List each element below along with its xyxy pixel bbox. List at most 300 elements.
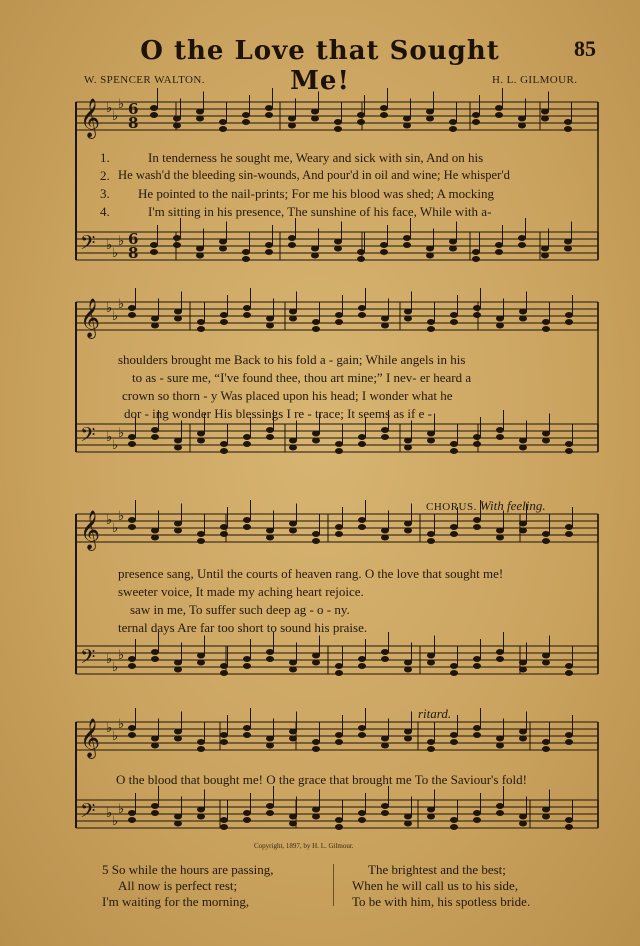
note-head bbox=[381, 649, 389, 655]
note-head bbox=[449, 246, 457, 252]
note-head bbox=[357, 112, 365, 118]
note-head bbox=[542, 326, 550, 332]
stanza-line: 5 So while the hours are passing, bbox=[102, 862, 274, 877]
note-head bbox=[473, 817, 481, 823]
note-head bbox=[288, 235, 296, 241]
note-head bbox=[358, 817, 366, 823]
note-head bbox=[358, 656, 366, 662]
note-head bbox=[519, 445, 527, 451]
flat-icon: ♭ bbox=[118, 647, 125, 662]
note-head bbox=[542, 538, 550, 544]
note-head bbox=[151, 743, 159, 749]
note-head bbox=[426, 246, 434, 252]
note-head bbox=[197, 739, 205, 745]
note-head bbox=[243, 517, 251, 523]
note-head bbox=[380, 242, 388, 248]
note-head bbox=[542, 660, 550, 666]
flat-icon: ♭ bbox=[112, 520, 119, 535]
note-head bbox=[519, 521, 527, 527]
note-head bbox=[427, 746, 435, 752]
note-head bbox=[288, 116, 296, 122]
note-head bbox=[404, 438, 412, 444]
note-head bbox=[496, 434, 504, 440]
note-head bbox=[220, 319, 228, 325]
note-head bbox=[358, 810, 366, 816]
note-head bbox=[311, 116, 319, 122]
note-head bbox=[312, 319, 320, 325]
note-head bbox=[381, 656, 389, 662]
note-head bbox=[450, 531, 458, 537]
note-head bbox=[243, 524, 251, 530]
note-head bbox=[220, 531, 228, 537]
note-head bbox=[473, 656, 481, 662]
note-head bbox=[542, 739, 550, 745]
note-head bbox=[335, 824, 343, 830]
note-head bbox=[381, 803, 389, 809]
note-head bbox=[197, 431, 205, 437]
flat-icon: ♭ bbox=[112, 813, 119, 828]
note-head bbox=[427, 660, 435, 666]
note-head bbox=[542, 531, 550, 537]
note-head bbox=[357, 256, 365, 262]
note-head bbox=[519, 660, 527, 666]
note-head bbox=[174, 521, 182, 527]
note-head bbox=[128, 434, 136, 440]
note-head bbox=[197, 807, 205, 813]
note-head bbox=[335, 739, 343, 745]
note-head bbox=[518, 242, 526, 248]
note-head bbox=[541, 246, 549, 252]
note-head bbox=[266, 649, 274, 655]
note-head bbox=[151, 535, 159, 541]
note-head bbox=[542, 814, 550, 820]
note-head bbox=[404, 736, 412, 742]
note-head bbox=[450, 663, 458, 669]
flat-icon: ♭ bbox=[106, 237, 113, 252]
note-head bbox=[427, 438, 435, 444]
note-head bbox=[289, 521, 297, 527]
note-head bbox=[289, 814, 297, 820]
note-head bbox=[404, 814, 412, 820]
note-head bbox=[335, 524, 343, 530]
note-head bbox=[174, 814, 182, 820]
note-head bbox=[450, 312, 458, 318]
note-head bbox=[151, 656, 159, 662]
note-head bbox=[128, 725, 136, 731]
lyric-line: ternal days Are far too short to sound his praise. bbox=[118, 620, 368, 635]
note-head bbox=[541, 253, 549, 259]
column-divider bbox=[333, 864, 334, 906]
note-head bbox=[266, 810, 274, 816]
time-signature: 8 bbox=[128, 244, 139, 262]
note-head bbox=[542, 431, 550, 437]
note-head bbox=[150, 242, 158, 248]
note-head bbox=[380, 249, 388, 255]
note-head bbox=[197, 746, 205, 752]
flat-icon: ♭ bbox=[112, 728, 119, 743]
note-head bbox=[519, 729, 527, 735]
composer-credit: H. L. GILMOUR. bbox=[492, 74, 578, 86]
note-head bbox=[381, 743, 389, 749]
note-head bbox=[404, 821, 412, 827]
note-head bbox=[450, 670, 458, 676]
note-head bbox=[242, 112, 250, 118]
note-head bbox=[128, 663, 136, 669]
note-head bbox=[496, 649, 504, 655]
note-head bbox=[243, 810, 251, 816]
note-head bbox=[128, 732, 136, 738]
flat-icon: ♭ bbox=[106, 429, 113, 444]
note-head bbox=[496, 743, 504, 749]
note-head bbox=[312, 326, 320, 332]
lyric-line: presence sang, Until the courts of heaven rang. O the love that sought me! bbox=[118, 566, 504, 581]
note-head bbox=[335, 448, 343, 454]
note-head bbox=[450, 448, 458, 454]
note-head bbox=[265, 112, 273, 118]
note-head bbox=[266, 434, 274, 440]
note-head bbox=[151, 323, 159, 329]
note-head bbox=[542, 807, 550, 813]
note-head bbox=[449, 126, 457, 132]
note-head bbox=[404, 316, 412, 322]
note-head bbox=[335, 732, 343, 738]
note-head bbox=[242, 119, 250, 125]
note-head bbox=[381, 323, 389, 329]
note-head bbox=[242, 249, 250, 255]
note-head bbox=[427, 531, 435, 537]
note-head bbox=[334, 239, 342, 245]
note-head bbox=[450, 824, 458, 830]
note-head bbox=[564, 119, 572, 125]
note-head bbox=[196, 246, 204, 252]
note-head bbox=[473, 441, 481, 447]
note-head bbox=[220, 663, 228, 669]
note-head bbox=[312, 660, 320, 666]
note-head bbox=[404, 660, 412, 666]
note-head bbox=[335, 319, 343, 325]
note-head bbox=[266, 323, 274, 329]
note-head bbox=[380, 105, 388, 111]
note-head bbox=[173, 235, 181, 241]
note-head bbox=[265, 249, 273, 255]
note-head bbox=[472, 249, 480, 255]
note-head bbox=[496, 736, 504, 742]
time-signature: 8 bbox=[128, 114, 139, 132]
note-head bbox=[220, 670, 228, 676]
note-head bbox=[519, 667, 527, 673]
note-head bbox=[403, 116, 411, 122]
note-head bbox=[335, 312, 343, 318]
note-head bbox=[426, 109, 434, 115]
note-head bbox=[151, 649, 159, 655]
lyric-line: O the blood that bought me! O the grace that brought me To the Saviour's fold! bbox=[116, 772, 527, 787]
note-head bbox=[289, 528, 297, 534]
note-head bbox=[404, 729, 412, 735]
note-head bbox=[219, 119, 227, 125]
note-head bbox=[265, 242, 273, 248]
note-head bbox=[128, 810, 136, 816]
note-head bbox=[565, 663, 573, 669]
lyric-line: He pointed to the nail-prints; For me his blood was shed; A mocking bbox=[138, 186, 495, 201]
note-head bbox=[335, 441, 343, 447]
flat-icon: ♭ bbox=[118, 296, 125, 311]
note-head bbox=[357, 119, 365, 125]
note-head bbox=[518, 116, 526, 122]
note-head bbox=[266, 743, 274, 749]
note-head bbox=[243, 441, 251, 447]
note-head bbox=[173, 242, 181, 248]
note-head bbox=[473, 524, 481, 530]
note-head bbox=[174, 316, 182, 322]
note-head bbox=[219, 239, 227, 245]
note-head bbox=[473, 305, 481, 311]
note-head bbox=[403, 123, 411, 129]
note-head bbox=[381, 810, 389, 816]
note-head bbox=[427, 538, 435, 544]
note-head bbox=[220, 817, 228, 823]
note-head bbox=[334, 126, 342, 132]
note-head bbox=[495, 242, 503, 248]
note-head bbox=[220, 441, 228, 447]
note-head bbox=[128, 312, 136, 318]
note-head bbox=[403, 242, 411, 248]
note-head bbox=[174, 445, 182, 451]
note-head bbox=[565, 531, 573, 537]
lyric-line: I'm sitting in his presence, The sunshine of his face, While with a- bbox=[148, 204, 492, 219]
note-head bbox=[450, 319, 458, 325]
verse-number: 1. bbox=[100, 150, 110, 165]
note-head bbox=[358, 312, 366, 318]
stanza-line: To be with him, his spotless bride. bbox=[352, 894, 531, 909]
note-head bbox=[358, 517, 366, 523]
note-head bbox=[174, 821, 182, 827]
note-head bbox=[151, 427, 159, 433]
note-head bbox=[450, 732, 458, 738]
note-head bbox=[197, 531, 205, 537]
note-head bbox=[197, 319, 205, 325]
note-head bbox=[151, 736, 159, 742]
flat-icon: ♭ bbox=[118, 716, 125, 731]
note-head bbox=[312, 746, 320, 752]
note-head bbox=[335, 670, 343, 676]
note-head bbox=[358, 305, 366, 311]
note-head bbox=[219, 246, 227, 252]
note-head bbox=[496, 316, 504, 322]
note-head bbox=[472, 119, 480, 125]
note-head bbox=[518, 235, 526, 241]
note-head bbox=[450, 739, 458, 745]
treble-clef-icon: 𝄞 bbox=[80, 510, 101, 550]
note-head bbox=[404, 528, 412, 534]
note-head bbox=[311, 109, 319, 115]
note-head bbox=[495, 112, 503, 118]
flat-icon: ♭ bbox=[118, 508, 125, 523]
treble-clef-icon: 𝄞 bbox=[80, 298, 101, 338]
note-head bbox=[565, 319, 573, 325]
bass-clef-icon: 𝄢 bbox=[80, 645, 96, 673]
note-head bbox=[266, 427, 274, 433]
flat-icon: ♭ bbox=[118, 801, 125, 816]
time-signature: 6 bbox=[128, 100, 139, 118]
note-head bbox=[541, 116, 549, 122]
flat-icon: ♭ bbox=[106, 651, 113, 666]
note-head bbox=[197, 660, 205, 666]
note-head bbox=[496, 528, 504, 534]
stanza-5-right bbox=[352, 862, 530, 910]
lyricist-credit: W. SPENCER WALTON. bbox=[84, 74, 205, 86]
note-head bbox=[289, 667, 297, 673]
note-head bbox=[564, 126, 572, 132]
flat-icon: ♭ bbox=[112, 245, 119, 260]
flat-icon: ♭ bbox=[118, 96, 125, 111]
note-head bbox=[381, 528, 389, 534]
chorus-heading: CHORUS. bbox=[426, 501, 477, 513]
note-head bbox=[496, 803, 504, 809]
note-head bbox=[403, 235, 411, 241]
lyric-line: sweeter voice, It made my aching heart rejoice. bbox=[118, 584, 364, 599]
note-head bbox=[289, 438, 297, 444]
flat-icon: ♭ bbox=[106, 300, 113, 315]
note-head bbox=[358, 732, 366, 738]
note-head bbox=[312, 807, 320, 813]
note-head bbox=[174, 528, 182, 534]
note-head bbox=[289, 729, 297, 735]
flat-icon: ♭ bbox=[112, 437, 119, 452]
note-head bbox=[220, 524, 228, 530]
note-head bbox=[288, 123, 296, 129]
note-head bbox=[219, 126, 227, 132]
note-head bbox=[289, 660, 297, 666]
note-head bbox=[265, 105, 273, 111]
note-head bbox=[128, 441, 136, 447]
note-head bbox=[449, 239, 457, 245]
note-head bbox=[312, 438, 320, 444]
note-head bbox=[243, 312, 251, 318]
lyric-line: dor - ing wonder His blessings I re - trace; It seems as if e - bbox=[124, 406, 432, 421]
note-head bbox=[381, 434, 389, 440]
note-head bbox=[312, 531, 320, 537]
note-head bbox=[128, 524, 136, 530]
note-head bbox=[288, 242, 296, 248]
note-head bbox=[150, 105, 158, 111]
note-head bbox=[426, 253, 434, 259]
note-head bbox=[404, 309, 412, 315]
note-head bbox=[542, 653, 550, 659]
note-head bbox=[128, 517, 136, 523]
note-head bbox=[197, 814, 205, 820]
note-head bbox=[496, 810, 504, 816]
note-head bbox=[266, 316, 274, 322]
note-head bbox=[266, 528, 274, 534]
note-head bbox=[404, 667, 412, 673]
verse-number: 2. bbox=[100, 168, 110, 183]
treble-clef-icon: 𝄞 bbox=[80, 98, 101, 138]
ritard-marking: ritard. bbox=[418, 706, 452, 721]
note-head bbox=[472, 256, 480, 262]
note-head bbox=[427, 814, 435, 820]
lyric-line: In tenderness he sought me, Weary and sick with sin, And on his bbox=[148, 150, 484, 165]
note-head bbox=[473, 312, 481, 318]
lyric-line: saw in me, To suffer such deep ag - o - ny. bbox=[130, 602, 350, 617]
time-signature: 6 bbox=[128, 230, 139, 248]
note-head bbox=[519, 438, 527, 444]
note-head bbox=[565, 312, 573, 318]
note-head bbox=[427, 807, 435, 813]
note-head bbox=[173, 116, 181, 122]
note-head bbox=[289, 821, 297, 827]
flat-icon: ♭ bbox=[106, 805, 113, 820]
note-head bbox=[450, 441, 458, 447]
note-head bbox=[519, 736, 527, 742]
stanza-5-left bbox=[102, 862, 274, 910]
note-head bbox=[358, 434, 366, 440]
lyric-line: shoulders brought me Back to his fold a - gain; While angels in his bbox=[118, 352, 466, 367]
note-head bbox=[473, 725, 481, 731]
flat-icon: ♭ bbox=[106, 512, 113, 527]
note-head bbox=[472, 112, 480, 118]
note-head bbox=[381, 736, 389, 742]
note-head bbox=[565, 670, 573, 676]
note-head bbox=[150, 112, 158, 118]
note-head bbox=[173, 123, 181, 129]
chorus-label bbox=[426, 498, 546, 514]
note-head bbox=[312, 653, 320, 659]
note-head bbox=[427, 319, 435, 325]
note-head bbox=[358, 663, 366, 669]
note-head bbox=[473, 732, 481, 738]
stanza-line: When he will call us to his side, bbox=[352, 878, 519, 893]
stanza-line: I'm waiting for the morning, bbox=[102, 894, 250, 909]
note-head bbox=[243, 663, 251, 669]
note-head bbox=[564, 246, 572, 252]
bass-clef-icon: 𝄢 bbox=[80, 799, 96, 827]
note-head bbox=[519, 316, 527, 322]
note-head bbox=[266, 656, 274, 662]
flat-icon: ♭ bbox=[106, 720, 113, 735]
note-head bbox=[220, 732, 228, 738]
note-head bbox=[473, 434, 481, 440]
note-head bbox=[312, 814, 320, 820]
note-head bbox=[243, 656, 251, 662]
note-head bbox=[197, 538, 205, 544]
note-head bbox=[541, 109, 549, 115]
note-head bbox=[220, 312, 228, 318]
note-head bbox=[197, 326, 205, 332]
note-head bbox=[335, 531, 343, 537]
note-head bbox=[197, 653, 205, 659]
note-head bbox=[335, 663, 343, 669]
lyric-line: to as - sure me, “I've found thee, thou art mine;” I nev- er heard a bbox=[132, 370, 472, 385]
note-head bbox=[334, 246, 342, 252]
note-head bbox=[564, 239, 572, 245]
note-head bbox=[358, 725, 366, 731]
note-head bbox=[220, 739, 228, 745]
note-head bbox=[565, 448, 573, 454]
note-head bbox=[266, 803, 274, 809]
verse-number: 3. bbox=[100, 186, 110, 201]
note-head bbox=[496, 427, 504, 433]
note-head bbox=[289, 316, 297, 322]
note-head bbox=[266, 736, 274, 742]
note-head bbox=[151, 528, 159, 534]
note-head bbox=[243, 732, 251, 738]
stanza-line: The brightest and the best; bbox=[368, 862, 506, 877]
note-head bbox=[220, 824, 228, 830]
note-head bbox=[496, 535, 504, 541]
note-head bbox=[266, 535, 274, 541]
note-head bbox=[496, 656, 504, 662]
note-head bbox=[174, 438, 182, 444]
